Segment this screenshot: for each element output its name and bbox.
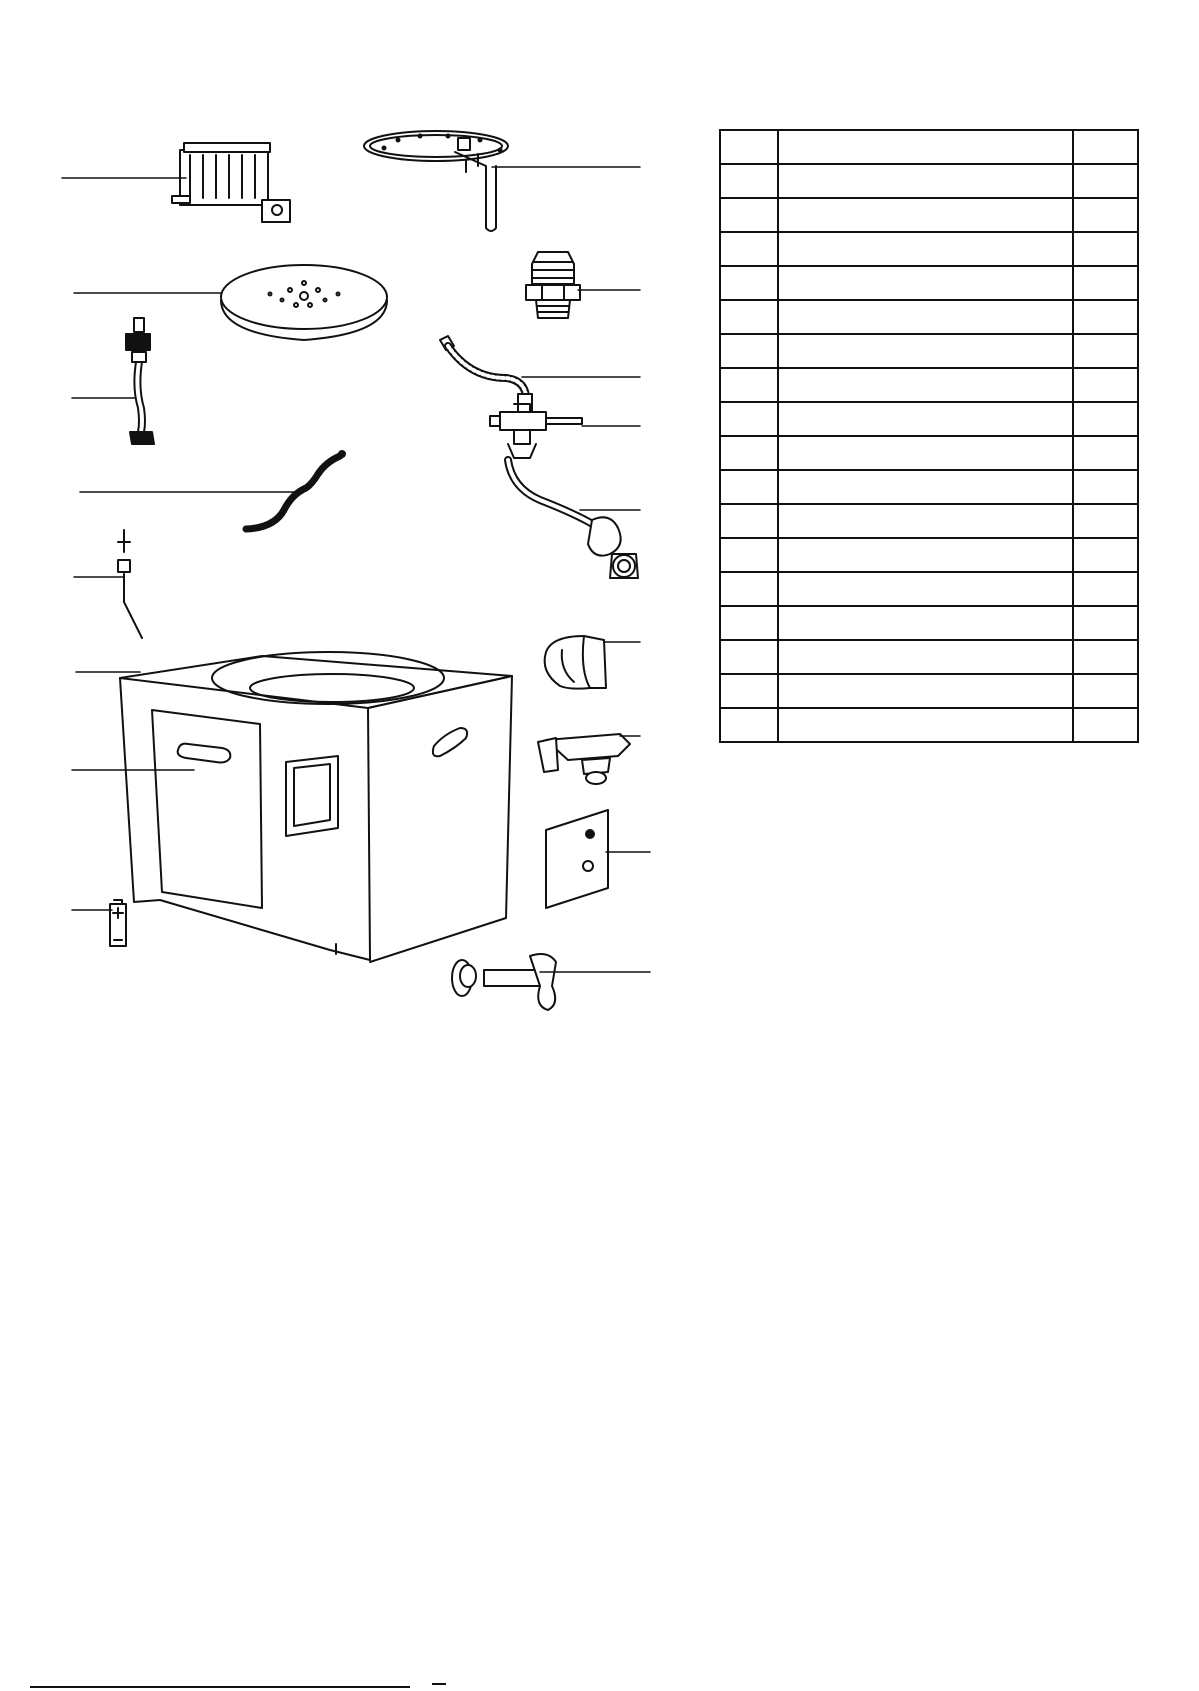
- table-row: [720, 504, 1138, 538]
- table-cell-no: [720, 198, 778, 232]
- wing-bolt-set: [452, 954, 556, 1010]
- exploded-parts-diagram: [0, 0, 700, 1040]
- lp-hose-regulator: [508, 460, 638, 578]
- table-cell-no: [720, 606, 778, 640]
- table-cell-description: [778, 232, 1073, 266]
- table-cell-description: [778, 368, 1073, 402]
- table-row: [720, 198, 1138, 232]
- table-cell-no: [720, 708, 778, 742]
- table-row: [720, 368, 1138, 402]
- table-cell-no: [720, 674, 778, 708]
- table-cell-description: [778, 130, 1073, 164]
- table-cell-no: [720, 130, 778, 164]
- table-row: [720, 130, 1138, 164]
- table-cell-description: [778, 334, 1073, 368]
- table-cell-no: [720, 164, 778, 198]
- table-cell-qty: [1073, 300, 1138, 334]
- table-row: [720, 402, 1138, 436]
- mounting-plate: [546, 810, 608, 908]
- table-row: [720, 436, 1138, 470]
- table-cell-qty: [1073, 538, 1138, 572]
- table-cell-qty: [1073, 334, 1138, 368]
- table-cell-no: [720, 470, 778, 504]
- table-cell-qty: [1073, 674, 1138, 708]
- flexible-gas-hose: [440, 336, 532, 412]
- igniter-with-wire: [126, 318, 154, 444]
- table-row: [720, 334, 1138, 368]
- ignition-lead-wire: [246, 451, 345, 529]
- table-cell-qty: [1073, 402, 1138, 436]
- table-cell-no: [720, 504, 778, 538]
- control-knob: [545, 636, 606, 689]
- table-row: [720, 606, 1138, 640]
- table-cell-qty: [1073, 572, 1138, 606]
- table-cell-description: [778, 402, 1073, 436]
- table-cell-no: [720, 368, 778, 402]
- table-row: [720, 538, 1138, 572]
- table-cell-description: [778, 470, 1073, 504]
- burner-ring-stand: [364, 131, 508, 231]
- table-row: [720, 266, 1138, 300]
- table-cell-qty: [1073, 504, 1138, 538]
- table-row: [720, 572, 1138, 606]
- table-cell-no: [720, 402, 778, 436]
- parts-list-table: [719, 129, 1139, 743]
- table-cell-description: [778, 708, 1073, 742]
- parts-table-body: [720, 130, 1138, 742]
- control-valve: [490, 404, 582, 458]
- table-cell-qty: [1073, 164, 1138, 198]
- regulator-fitting: [526, 252, 580, 318]
- burner-bracket: [172, 143, 290, 222]
- table-row: [720, 232, 1138, 266]
- table-cell-description: [778, 266, 1073, 300]
- table-cell-no: [720, 436, 778, 470]
- table-row: [720, 640, 1138, 674]
- footer-mark: [432, 1683, 446, 1691]
- table-cell-qty: [1073, 470, 1138, 504]
- burner-lid-disc: [221, 265, 387, 340]
- table-cell-no: [720, 572, 778, 606]
- table-cell-no: [720, 334, 778, 368]
- table-row: [720, 470, 1138, 504]
- table-cell-description: [778, 572, 1073, 606]
- table-row: [720, 164, 1138, 198]
- table-cell-qty: [1073, 436, 1138, 470]
- fire-pit-body: [120, 652, 512, 962]
- table-row: [720, 708, 1138, 742]
- table-cell-qty: [1073, 232, 1138, 266]
- table-cell-qty: [1073, 198, 1138, 232]
- table-cell-description: [778, 198, 1073, 232]
- table-cell-qty: [1073, 368, 1138, 402]
- footer-rule: [30, 1686, 410, 1688]
- table-cell-description: [778, 538, 1073, 572]
- table-cell-description: [778, 674, 1073, 708]
- table-cell-description: [778, 436, 1073, 470]
- tank-retention-clip: [538, 734, 630, 784]
- table-cell-description: [778, 640, 1073, 674]
- thermocouple-probe: [118, 530, 142, 638]
- table-cell-description: [778, 606, 1073, 640]
- table-cell-no: [720, 640, 778, 674]
- aa-battery: [110, 900, 126, 946]
- table-cell-no: [720, 266, 778, 300]
- table-cell-qty: [1073, 708, 1138, 742]
- table-cell-no: [720, 232, 778, 266]
- table-cell-description: [778, 504, 1073, 538]
- table-cell-description: [778, 300, 1073, 334]
- table-cell-no: [720, 538, 778, 572]
- table-cell-qty: [1073, 606, 1138, 640]
- table-row: [720, 300, 1138, 334]
- table-cell-qty: [1073, 266, 1138, 300]
- table-cell-qty: [1073, 640, 1138, 674]
- table-cell-no: [720, 300, 778, 334]
- table-row: [720, 674, 1138, 708]
- table-cell-qty: [1073, 130, 1138, 164]
- table-cell-description: [778, 164, 1073, 198]
